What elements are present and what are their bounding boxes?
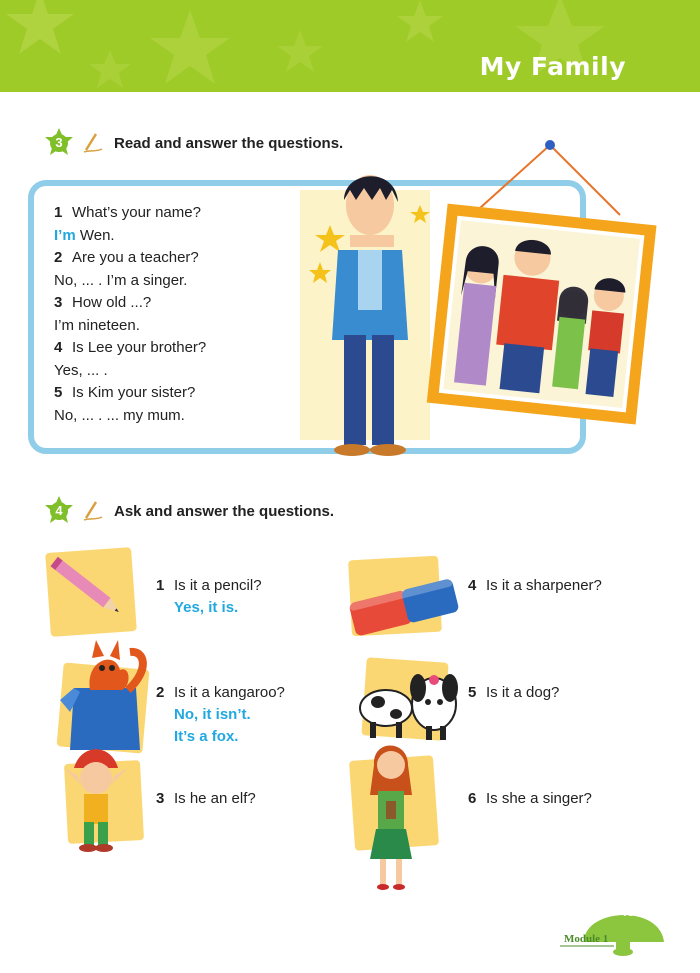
exercise-4-header bbox=[44, 496, 334, 526]
answer-rest: Wen. bbox=[75, 226, 115, 244]
question-text: Is it a dog? bbox=[486, 684, 560, 701]
page-title: My Family bbox=[479, 52, 626, 81]
question-item bbox=[54, 202, 314, 225]
question-item-2 bbox=[156, 682, 285, 748]
answer-text bbox=[54, 225, 314, 248]
writing-pencil-icon bbox=[80, 498, 106, 524]
module-label: Module 1 bbox=[564, 933, 609, 945]
exercise-number-badge bbox=[44, 128, 74, 158]
question-number: 2 bbox=[156, 684, 165, 701]
answer-text: I’m nineteen. bbox=[54, 316, 140, 334]
answer-text: Yes, ... . bbox=[54, 361, 108, 379]
question-text: Is she a singer? bbox=[486, 790, 592, 807]
question-text: Is it a sharpener? bbox=[486, 577, 602, 594]
question-number: 5 bbox=[468, 684, 477, 701]
answer-highlight: I’m bbox=[54, 226, 76, 244]
exercise-number: 4 bbox=[55, 503, 63, 518]
elf-icon bbox=[56, 738, 136, 858]
question-item-3 bbox=[156, 788, 256, 810]
answer-text: No, ... . I’m a singer. bbox=[54, 271, 188, 289]
question-text: Is he an elf? bbox=[174, 790, 256, 807]
question-item bbox=[54, 337, 314, 360]
question-item-1 bbox=[156, 575, 262, 619]
question-text: Is Kim your sister? bbox=[72, 384, 196, 401]
question-item-5 bbox=[468, 682, 559, 704]
question-item bbox=[54, 292, 314, 315]
frame-string bbox=[470, 145, 620, 217]
question-number: 3 bbox=[156, 790, 165, 807]
page-number: 43 bbox=[619, 903, 635, 919]
question-item bbox=[54, 382, 314, 405]
question-text: Is Lee your brother? bbox=[72, 339, 207, 356]
eraser-icon bbox=[340, 558, 470, 648]
pencil-icon bbox=[44, 550, 134, 630]
question-item-4 bbox=[468, 575, 602, 597]
frame-pin bbox=[545, 140, 555, 150]
question-number: 1 bbox=[156, 577, 165, 594]
question-number: 6 bbox=[468, 790, 477, 807]
exercise-4-instruction: Ask and answer the questions. bbox=[114, 502, 335, 520]
singer-icon bbox=[356, 735, 426, 895]
question-item bbox=[54, 247, 314, 270]
family-picture-frame bbox=[427, 204, 657, 425]
writing-pencil-icon bbox=[80, 130, 106, 156]
question-number: 1 bbox=[54, 204, 63, 221]
question-text: What’s your name? bbox=[72, 204, 201, 221]
question-item-6 bbox=[468, 788, 592, 810]
fox-in-box-icon bbox=[60, 630, 155, 755]
dogs-icon bbox=[356, 658, 466, 744]
answer-text: No, it isn’t. bbox=[174, 706, 251, 723]
question-text: Is it a kangaroo? bbox=[174, 684, 285, 701]
exercise-3-header bbox=[44, 128, 343, 158]
question-number: 3 bbox=[54, 294, 63, 311]
question-text: Is it a pencil? bbox=[174, 577, 262, 594]
exercise-number-badge bbox=[44, 496, 74, 526]
exercise-number: 3 bbox=[55, 135, 63, 150]
exercise-3-instruction: Read and answer the questions. bbox=[114, 134, 344, 152]
wen-and-family-illustration bbox=[300, 130, 660, 475]
answer-text: Yes, it is. bbox=[174, 599, 239, 616]
answer-text: No, ... . ... my mum. bbox=[54, 406, 185, 424]
question-number: 4 bbox=[54, 339, 63, 356]
header-banner bbox=[0, 0, 700, 92]
question-text: How old ...? bbox=[72, 294, 152, 311]
question-list bbox=[54, 202, 314, 427]
answer-text: It’s a fox. bbox=[174, 728, 239, 745]
question-number: 5 bbox=[54, 384, 63, 401]
question-number: 2 bbox=[54, 249, 63, 266]
question-number: 4 bbox=[468, 577, 477, 594]
question-text: Are you a teacher? bbox=[72, 249, 199, 266]
